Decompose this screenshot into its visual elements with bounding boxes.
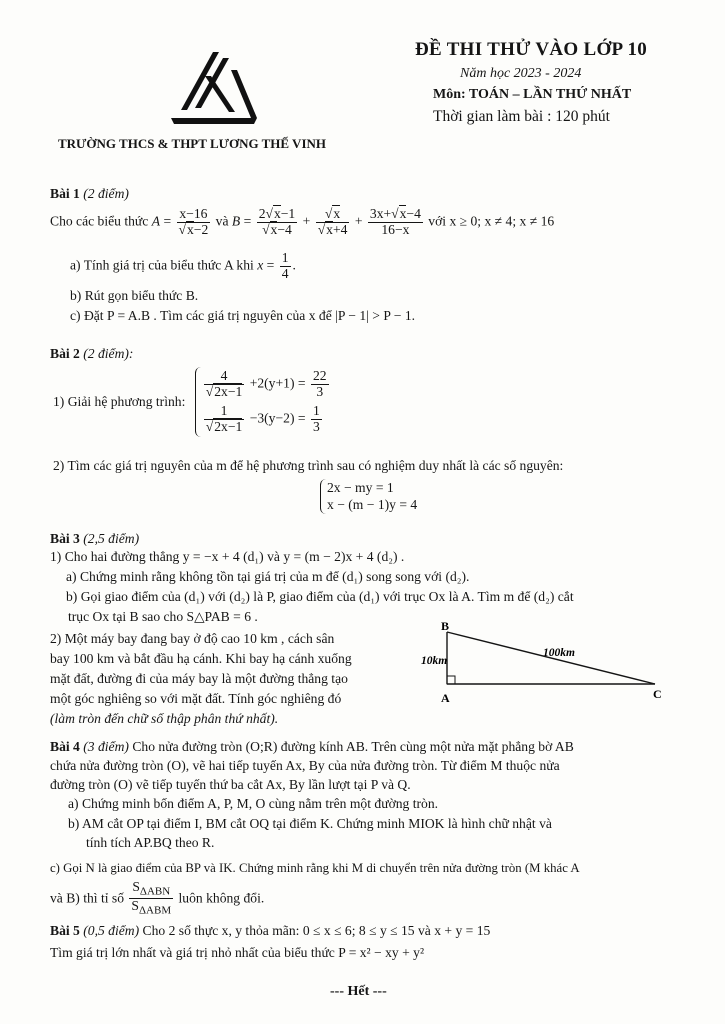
label-A: A [441,691,450,705]
bai3-p2-l2: bay 100 km và bắt đầu hạ cánh. Khi bay hạ cánh xuống [50,651,352,666]
bai4 [50,738,710,918]
school-logo [165,48,265,128]
bai2-system1: 1) Giải hệ phương trình: $\frac{4}{√2x-1}$ +2(y+1) = $\frac{22}{3}$ $\frac{1}{√2x-1}$ −3(y−2) = $\frac{1}{3}$ [53,367,331,437]
footer-end: --- Hết --- [330,984,387,999]
bai3-a: a) Chứng minh rằng không tồn tại giá trị của m để (d₁) song song với (d₂). [66,569,470,584]
bai5-l2: Tìm giá trị lớn nhất và giá trị nhỏ nhất của biểu thức P = x² − xy + y² [50,945,425,960]
bai4-l3: đường tròn (O) vẽ tiếp tuyến thứ ba cắt Ax, By lần lượt tại P và Q. [50,777,411,792]
bai3-b2: trục Ox tại B sao cho S△PAB = 6 . [68,609,258,624]
bai4-a: a) Chứng minh bốn điểm A, P, M, O cùng nằm trên một đường tròn. [68,796,439,811]
subject: Môn: TOÁN – LẦN THỨ NHẤT [433,87,632,102]
label-C: C [653,687,662,701]
bai1-c: c) Đặt P = A.B . Tìm các giá trị nguyên của x để |P − 1| > P − 1. [70,308,416,323]
school-year: Năm học 2023 - 2024 [460,66,582,81]
bai1-expressions: Cho các biểu thức A = $\frac{x-16}{√x-2}$ và B = $\frac{2√x-1}{√x-4}$ + $\frac{√x}{√x+4}$ + $\frac{3x+√x-4}{16-x}$ với x ≥ 0; x ≠ 4; x ≠ 16 [50,206,555,237]
bai2: Bài 2 (2 điểm): 1) Giải hệ phương trình: $\frac{4}{√2x-1}$ +2(y+1) = $\frac{22}{3}$ $\frac{1}{√2x-1}$ −3(y−2) = $\frac{1}{3}$ 2) Tìm các giá trị nguyên của m để hệ phương trình sau có nghiệm duy nhất là các số nguyên: 2x − my = 1 x − (m − 1)y = 4 [50,346,564,513]
label-distance: 100km [543,647,575,659]
label-height: 10km [421,655,448,667]
bai4-c1: c) Gọi N là giao điểm của BP và IK. Chứng minh rằng khi M di chuyển trên nửa đường tròn (M khác A [50,861,580,875]
bai1-heading: Bài 1 [50,186,80,201]
bai4-b2: tính tích AP.BQ theo R. [86,835,215,850]
bai3-b1: b) Gọi giao điểm của (d₁) với (d₂) là P, giao điểm của (d₁) với trục Ox là A. Tìm m để (d₂) cắt [66,589,574,604]
bai4-c2: và B) thì tỉ số $\frac{S_{\Delta ABN}}{S_{\Delta ABM}}$ luôn không đổi. [50,879,265,917]
bai2-system2: 2x − my = 1 x − (m − 1)y = 4 [320,479,417,514]
bai1 [50,185,700,330]
bai4-l2: chứa nửa đường tròn (O), vẽ hai tiếp tuyến Ax, By của nửa đường tròn. Từ điểm M thuộc nửa [50,758,560,773]
school-name: TRƯỜNG THCS & THPT LƯƠNG THẾ VINH [58,136,326,151]
bai5 [50,922,710,972]
label-B: B [441,619,450,633]
bai3: Bài 3 (2,5 điểm) 1) Cho hai đường thẳng y = −x + 4 (d₁) và y = (m − 2)x + 4 (d₂) . a) Chứng minh rằng không tồn tại giá trị của m để (d₁) song song với (d₂). b) Gọi giao điểm của (d₁) với (d₂) là P, giao điểm của (d₁) với trục Ox là A. Tìm m để (d₂) cắt trục Ox tại B sao cho S△PAB = 6 . 2) Một máy bay đang bay ở độ cao 10 km , cách sân bay 100 km và bắt đầu hạ cánh. Khi bay hạ cánh xuống mặt đất, đường đi của máy bay là một đường thẳng tạo một góc nghiêng so với mặt đất. Tính góc nghiêng đó (làm tròn đến chữ số thập phân thứ nhất). [50,531,574,726]
bai3-p2-l1: 2) Một máy bay đang bay ở độ cao 10 km , cách sân [50,631,335,646]
bai4-b1: b) AM cắt OP tại điểm I, BM cắt OQ tại điểm K. Chứng minh MIOK là hình chữ nhật và [68,816,552,831]
bai3-p1: 1) Cho hai đường thẳng y = −x + 4 (d₁) và y = (m − 2)x + 4 (d₂) . [50,549,405,564]
bai3-p2-l3: mặt đất, đường đi của máy bay là một đường thẳng tạo [50,671,348,686]
bai2-p2: 2) Tìm các giá trị nguyên của m để hệ phương trình sau có nghiệm duy nhất là các số nguyên: [53,458,564,473]
exam-time: Thời gian làm bài : 120 phút [433,108,610,125]
exam-title: ĐỀ THI THỬ VÀO LỚP 10 [415,39,648,60]
bai3-p2-l4: một góc nghiêng so với mặt đất. Tính góc nghiêng đó [50,691,342,706]
bai1-points: (2 điểm) [83,186,129,201]
bai1-b: b) Rút gọn biểu thức B. [70,288,199,303]
bai1-a: a) Tính giá trị của biểu thức A khi x = $\frac{1}{4}$ . [70,250,296,281]
bai4-l1: Bài 4 (3 điểm) Cho nửa đường tròn (O;R) đường kính AB. Trên cùng một nửa mặt phẳng bờ AB [50,739,574,754]
bai5-l1: Bài 5 (0,5 điểm) Cho 2 số thực x, y thỏa mãn: 0 ≤ x ≤ 6; 8 ≤ y ≤ 15 và x + y = 15 [50,923,491,938]
triangle-figure [415,618,675,708]
bai3-p2-l5: (làm tròn đến chữ số thập phân thứ nhất). [50,711,279,726]
